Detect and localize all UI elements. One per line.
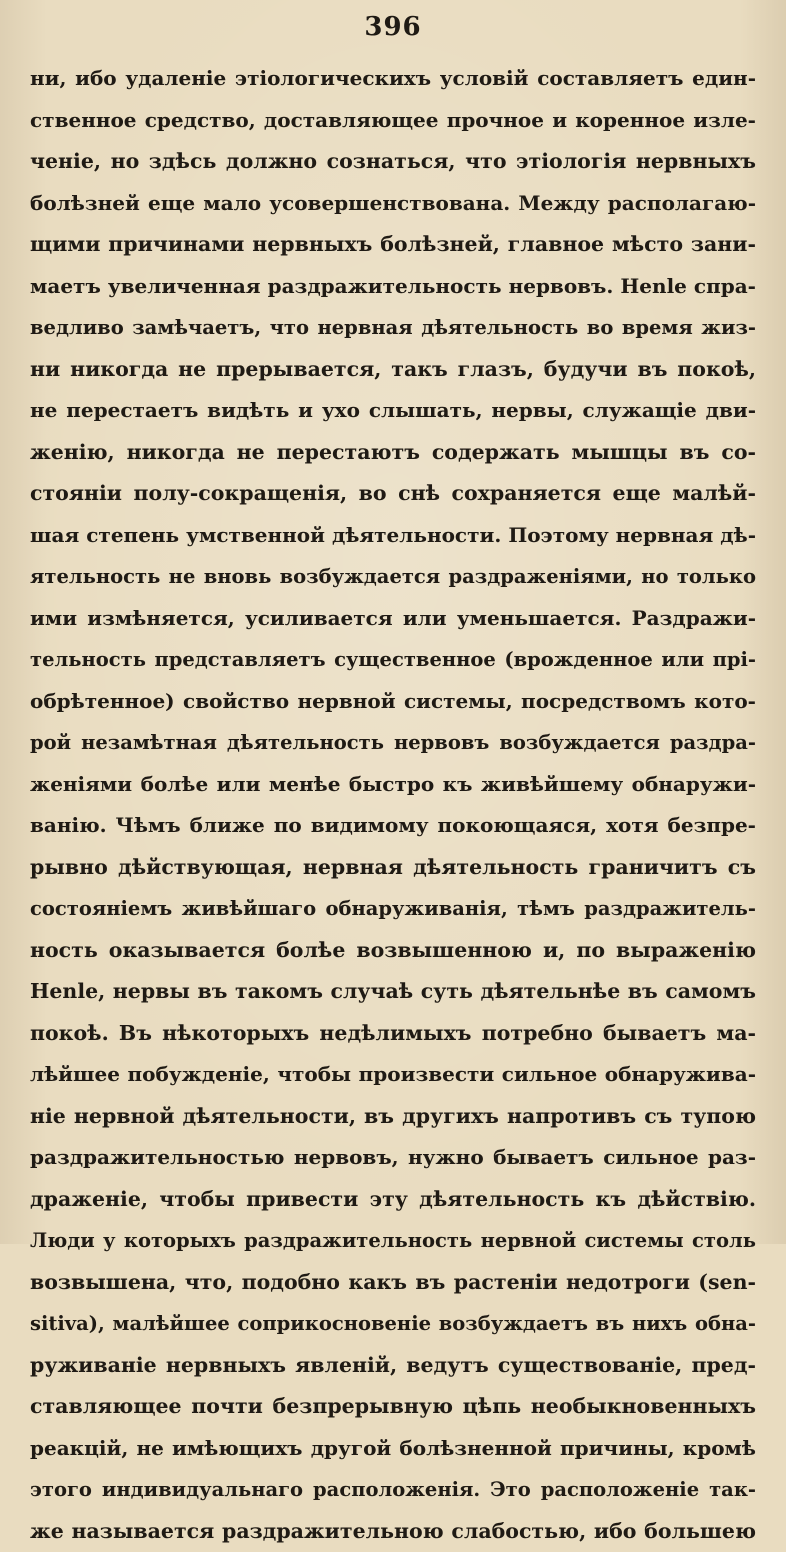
text-line: раздражительностью нервовъ, нужно бываетъ сильное раз- (30, 1137, 756, 1179)
text-line: ніе нервной дѣятельности, въ другихъ напротивъ съ тупою (30, 1096, 756, 1138)
text-line: ставляющее почти безпрерывную цѣпь необыкновенныхъ (30, 1386, 756, 1428)
text-line: женіями болѣе или менѣе быстро къ живѣйшему обнаружи- (30, 764, 756, 806)
text-line: реакцій, не имѣющихъ другой болѣзненной причины, кромѣ (30, 1428, 756, 1470)
text-line: рывно дѣйствующая, нервная дѣятельность граничитъ съ (30, 847, 756, 889)
text-line: тельность представляетъ существенное (врожденное или прі- (30, 639, 756, 681)
text-line: обрѣтенное) свойство нервной системы, посредствомъ кото- (30, 681, 756, 723)
text-line: болѣзней еще мало усовершенствована. Между располагаю- (30, 183, 756, 225)
text-line: щими причинами нервныхъ болѣзней, главное мѣсто зани- (30, 224, 756, 266)
text-line: стояніи полу-сокращенія, во снѣ сохраняется еще малѣй- (30, 473, 756, 515)
text-line: ведливо замѣчаетъ, что нервная дѣятельность во время жиз- (30, 307, 756, 349)
text-line: состояніемъ живѣйшаго обнаруживанія, тѣмъ раздражитель- (30, 888, 756, 930)
text-line: ими измѣняется, усиливается или уменьшается. Раздражи- (30, 598, 756, 640)
text-line: ни, ибо удаленіе этіологическихъ условій составляетъ един- (30, 58, 756, 100)
text-line: шая степень умственной дѣятельности. Поэтому нервная дѣ- (30, 515, 756, 557)
text-line: покоѣ. Въ нѣкоторыхъ недѣлимыхъ потребно бываетъ ма- (30, 1013, 756, 1055)
text-line: возвышена, что, подобно какъ въ растеніи недотроги (sen- (30, 1262, 756, 1304)
page-number: 396 (0, 12, 786, 42)
text-line: sitiva), малѣйшее соприкосновеніе возбуждаетъ въ нихъ обна- (30, 1303, 756, 1345)
text-line: Henle, нервы въ такомъ случаѣ суть дѣятельнѣе въ самомъ (30, 971, 756, 1013)
text-line: ственное средство, доставляющее прочное и коренное изле- (30, 100, 756, 142)
text-line: ятельность не вновь возбуждается раздраженіями, но только (30, 556, 756, 598)
text-line: этого индивидуальнаго расположенія. Это расположеніе так- (30, 1469, 756, 1511)
text-line: женію, никогда не перестаютъ содержать мышцы въ со- (30, 432, 756, 474)
body-text (30, 58, 756, 1552)
text-line: не перестаетъ видѣть и ухо слышать, нервы, служащіе дви- (30, 390, 756, 432)
text-line: руживаніе нервныхъ явленій, ведутъ существованіе, пред- (30, 1345, 756, 1387)
text-line: ванію. Чѣмъ ближе по видимому покоющаяся, хотя безпре- (30, 805, 756, 847)
text-line: ни никогда не прерывается, такъ глазъ, будучи въ покоѣ, (30, 349, 756, 391)
text-line: ченіе, но здѣсь должно сознаться, что этіологія нервныхъ (30, 141, 756, 183)
text-line: рой незамѣтная дѣятельность нервовъ возбуждается раздра- (30, 722, 756, 764)
text-line: же называется раздражительною слабостью, ибо большею (30, 1511, 756, 1552)
text-line: Люди у которыхъ раздражительность нервной системы столь (30, 1220, 756, 1262)
text-line: ность оказывается болѣе возвышенною и, по выраженію (30, 930, 756, 972)
text-line: драженіе, чтобы привести эту дѣятельность къ дѣйствію. (30, 1179, 756, 1221)
text-line: лѣйшее побужденіе, чтобы произвести сильное обнаружива- (30, 1054, 756, 1096)
text-line: маетъ увеличенная раздражительность нервовъ. Henle спра- (30, 266, 756, 308)
